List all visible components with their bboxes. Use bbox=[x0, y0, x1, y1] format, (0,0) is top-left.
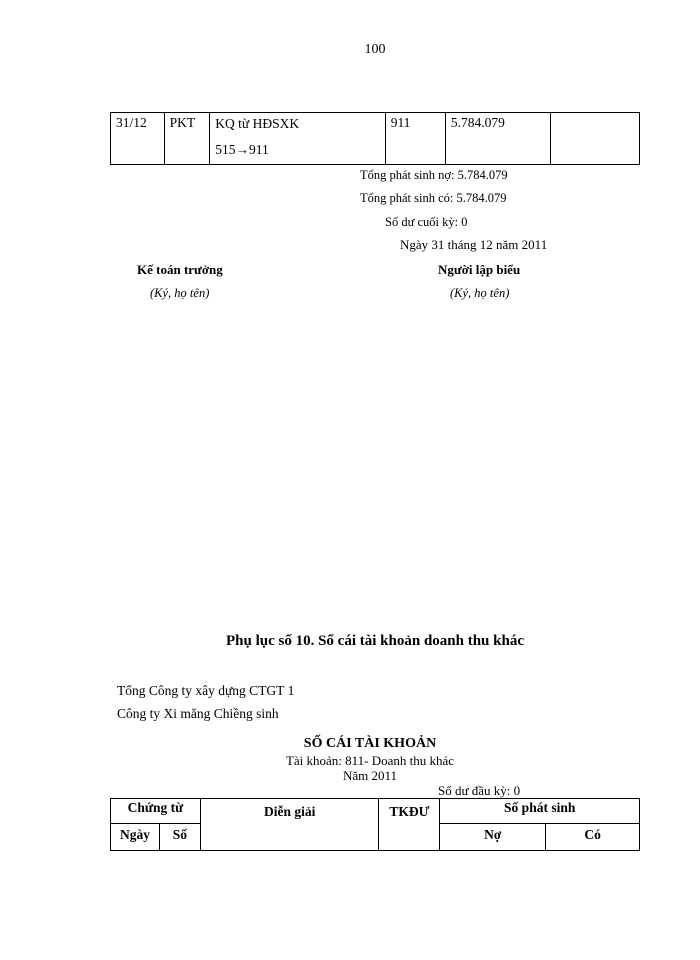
description-header: Diễn giải bbox=[200, 799, 379, 851]
preparer-title: Người lập biểu bbox=[438, 262, 521, 277]
report-date: Ngày 31 tháng 12 năm 2011 bbox=[400, 237, 548, 252]
credit-header: Có bbox=[546, 824, 640, 851]
description-line: 515→911 bbox=[215, 142, 269, 157]
top-ledger-table bbox=[110, 112, 640, 165]
ledger-account: Tài khoản: 811- Doanh thu khác bbox=[285, 753, 455, 768]
account-cell: 911 bbox=[385, 113, 445, 165]
voucher-header: Chứng từ bbox=[111, 799, 201, 824]
contra-account-header: TKĐƯ bbox=[379, 799, 440, 851]
doc-cell: PKT bbox=[164, 113, 210, 165]
credit-cell bbox=[550, 113, 639, 165]
company-line: Công ty Xi măng Chiềng sinh bbox=[117, 706, 279, 721]
table-row bbox=[111, 113, 640, 165]
ending-balance: Số dư cuối kỳ: 0 bbox=[385, 215, 468, 229]
total-credit: Tổng phát sinh có: 5.784.079 bbox=[360, 191, 507, 205]
company-line: Tổng Công ty xây dựng CTGT 1 bbox=[117, 683, 295, 698]
date-header: Ngày bbox=[111, 824, 160, 851]
total-debit: Tổng phát sinh nợ: 5.784.079 bbox=[360, 168, 508, 182]
debit-cell: 5.784.079 bbox=[445, 113, 550, 165]
ledger-header-table bbox=[110, 798, 640, 851]
ledger-title: SỔ CÁI TÀI KHOẢN bbox=[303, 736, 437, 751]
description-cell bbox=[210, 113, 385, 165]
page-number: 100 bbox=[364, 42, 386, 57]
debit-header: Nợ bbox=[440, 824, 546, 851]
date-cell: 31/12 bbox=[111, 113, 165, 165]
chief-accountant-note: (Ký, họ tên) bbox=[150, 286, 210, 300]
appendix-title: Phụ lục số 10. Sổ cái tài khoản doanh thu khác bbox=[225, 633, 524, 649]
amount-header: Số phát sinh bbox=[440, 799, 640, 824]
description-line: KQ từ HĐSXK bbox=[215, 116, 300, 131]
preparer-note: (Ký, họ tên) bbox=[450, 286, 510, 300]
ledger-year: Năm 2011 bbox=[342, 768, 398, 783]
chief-accountant-title: Kế toán trưởng bbox=[137, 262, 223, 277]
opening-balance: Số dư đầu kỳ: 0 bbox=[438, 783, 521, 798]
number-header: Số bbox=[159, 824, 200, 851]
